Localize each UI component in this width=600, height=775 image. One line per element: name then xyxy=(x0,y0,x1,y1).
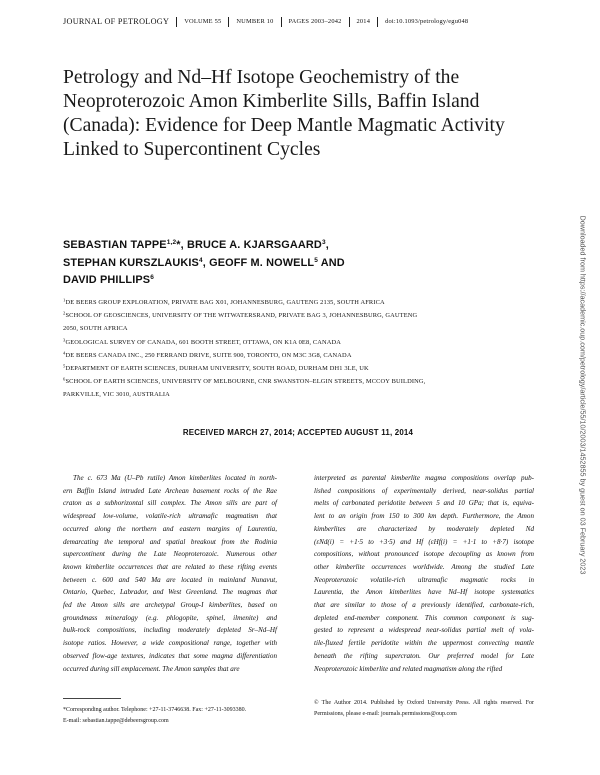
abstract-line: depleted end-member component. This common component is sug- xyxy=(314,613,534,622)
affiliation-line: SCHOOL OF GEOSCIENCES, UNIVERSITY OF THE WITWATERSRAND, PRIVATE BAG 3, JOHANNESBURG, GAUTENG xyxy=(65,312,418,320)
affiliation-line: DE BEERS GROUP EXPLORATION, PRIVATE BAG X01, JOHANNESBURG, GAUTENG 2135, SOUTH AFRICA xyxy=(65,299,385,306)
corresponding-author-email: E-mail: sebastian.tappe@debeersgroup.com xyxy=(63,718,169,724)
corresponding-author-contact: *Corresponding author. Telephone: +27-11-3746638. Fax: +27-11-3093380. xyxy=(63,707,247,713)
abstract-line: kimberlites are characterized by moderately depleted Nd xyxy=(314,524,534,533)
abstract-line: craton as a subhorizontal sill complex. The Amon sills are part of xyxy=(63,499,277,508)
affiliation-number: 6 xyxy=(63,376,66,382)
affiliation-item xyxy=(63,296,533,309)
corresponding-author-footnote xyxy=(63,705,283,727)
affiliation-item xyxy=(63,309,533,335)
affiliation-item xyxy=(63,362,533,375)
abstract-line: melts of carbonated peridotite between 5 and 10 GPa; that is, equiva- xyxy=(314,499,534,508)
abstract-line: observed flow-age textures, indicates that some magma differentiation xyxy=(63,651,277,660)
author-affiliation-ref: 6 xyxy=(150,274,154,281)
download-watermark-text: Downloaded from https://academic.oup.com/petrology/article/55/10/2003/1452855 by guest on 03 February 2023 xyxy=(578,215,588,575)
abstract-line: Laurentia, the Amon kimberlites have Nd–Hf isotope systematics xyxy=(314,588,534,597)
abstract-line: (εNd(i) = +1·5 to +3·5) and Hf (εHf(i) = +1·1 to +8·7) isotope xyxy=(314,537,534,546)
author-name: DAVID PHILLIPS xyxy=(63,274,151,286)
abstract-line: occurred during sill emplacement. The Amon samples that are xyxy=(63,664,240,673)
copyright-notice: © The Author 2014. Published by Oxford University Press. All rights reserved. For Permissions, please e-mail: journals.permissions@oup.com xyxy=(314,700,534,717)
journal-header xyxy=(63,14,543,30)
volume-label: VOLUME 55 xyxy=(176,17,228,27)
author-affiliation-ref: 3 xyxy=(321,239,326,246)
author-affiliation-ref: 5 xyxy=(314,256,318,264)
affiliation-line: SCHOOL OF EARTH SCIENCES, UNIVERSITY OF MELBOURNE, CNR SWANSTON–ELGIN STREETS, MCCOY BUILDING, xyxy=(65,378,426,386)
abstract-column-right xyxy=(314,472,534,675)
abstract-line: fed the Amon sills are archetypal Group-I kimberlites, based on xyxy=(63,601,277,610)
author-separator: AND xyxy=(317,256,345,269)
abstract-line: groundmass mineralogy (e.g. phlogopite, spinel, ilmenite) and xyxy=(63,613,277,622)
affiliation-number: 5 xyxy=(63,363,66,369)
affiliation-item xyxy=(63,375,533,401)
abstract-line: lent to an origin from 150 to 300 km depth. Furthermore, the Amon xyxy=(314,512,534,521)
author-separator: , xyxy=(325,239,329,251)
author-affiliation-ref: 4 xyxy=(198,256,203,264)
abstract-line: widespread low-volume, volatile-rich ultramafic magmatism that xyxy=(63,512,277,521)
author-separator: , xyxy=(180,239,187,251)
abstract-line: supercontinent during the Late Neoproterozoic. Numerous other xyxy=(63,550,277,559)
abstract-line: The c. 673 Ma (U–Pb rutile) Amon kimberlites located in north- xyxy=(73,474,277,482)
abstract-line: compositions, without pronounced isotope decoupling as known from xyxy=(314,550,534,559)
abstract-line: Ontario, Quebec, Labrador, and West Greenland. The magmas that xyxy=(63,588,277,597)
abstract-line: occurred along the northern and eastern margins of Laurentia, xyxy=(63,524,277,533)
abstract-line: between c. 600 and 540 Ma are located in mainland Nunavut, xyxy=(63,575,277,584)
abstract-line: tile-fluxed fertile peridotite within the uppermost convecting mantle xyxy=(314,639,534,648)
doi-label: doi:10.1093/petrology/egu048 xyxy=(377,17,475,27)
author-name: STEPHAN KURSZLAUKIS xyxy=(63,256,199,269)
abstract-line: other kimberlite occurrences worldwide. Among the studied Late xyxy=(314,562,534,571)
affiliation-number: 4 xyxy=(63,350,66,356)
affiliation-line: 2050, SOUTH AFRICA xyxy=(63,325,128,333)
affiliation-number: 2 xyxy=(63,310,66,316)
affiliation-number: 3 xyxy=(63,337,66,343)
journal-name: JOURNAL OF PETROLOGY xyxy=(63,17,170,26)
number-label: NUMBER 10 xyxy=(228,17,280,27)
abstract-column-left xyxy=(63,472,277,675)
author-list xyxy=(63,237,503,290)
abstract-line: bulk-rock compositions, including moderately depleted Sr–Nd–Hf xyxy=(63,626,277,635)
author-name: SEBASTIAN TAPPE xyxy=(63,239,167,251)
pages-label: PAGES 2003–2042 xyxy=(281,17,349,27)
affiliation-line: GEOLOGICAL SURVEY OF CANADA, 601 BOOTH STREET, OTTAWA, ON K1A 0E8, CANADA xyxy=(65,338,342,346)
abstract-line: Neoproterozoic kimberlite and related magmatism along the rifted xyxy=(314,664,503,673)
author-name: BRUCE A. KJARSGAARD xyxy=(186,239,322,251)
received-accepted-dates: RECEIVED MARCH 27, 2014; ACCEPTED AUGUST 11, 2014 xyxy=(182,428,414,437)
abstract-line: demarcating the temporal and spatial breakout from the Rodinia xyxy=(63,537,277,546)
abstract-line: beneath the rifting supercraton. Our preferred model for Late xyxy=(314,651,534,660)
abstract-line: isotope ratios. However, a wide compositional range, together with xyxy=(63,639,277,648)
affiliation-number: 1 xyxy=(63,297,66,303)
affiliation-line: DEPARTMENT OF EARTH SCIENCES, DURHAM UNIVERSITY, SOUTH ROAD, DURHAM DH1 3LE, UK xyxy=(65,365,369,373)
affiliation-item xyxy=(63,336,533,349)
abstract-line: ern Baffin Island intruded Late Archean basement rocks of the Rae xyxy=(63,486,277,495)
article-title: Petrology and Nd–Hf Isotope Geochemistry of the Neoproterozoic Amon Kimberlite Sills, Baffin Island (Canada): Evidence for Deep Mantle Magmatic Activity Linked to Supercontinent Cycles xyxy=(63,67,505,160)
affiliation-list xyxy=(63,296,533,402)
footnote-divider xyxy=(63,698,121,699)
affiliation-item xyxy=(63,349,533,362)
author-separator: , xyxy=(202,256,210,269)
corresponding-author-mark: * xyxy=(176,239,181,251)
abstract-line: gested to represent a widespread near-solidus partial melt of vola- xyxy=(314,626,534,635)
affiliation-line: DE BEERS CANADA INC., 250 FERRAND DRIVE, SUITE 900, TORONTO, ON M3C 3G8, CANADA xyxy=(65,351,352,359)
author-affiliation-ref: 1,2 xyxy=(166,239,177,246)
abstract-line: lished compositions of experimentally derived, near-solidus partial xyxy=(314,486,534,495)
abstract-line: known kimberlite occurrences that are related to these rifting events xyxy=(63,562,277,571)
affiliation-line: PARKVILLE, VIC 3010, AUSTRALIA xyxy=(63,391,170,399)
abstract-line: that are similar to those of a previously identified, carbonate-rich, xyxy=(314,601,534,610)
year-label: 2014 xyxy=(349,17,378,27)
abstract-line: interpreted as parental kimberlite magma compositions overlap pub- xyxy=(314,474,534,482)
download-watermark xyxy=(578,215,593,575)
abstract-line: Neoproterozoic volatile-rich ultramafic magmatic rocks in xyxy=(314,575,534,584)
author-name: GEOFF M. NOWELL xyxy=(209,256,315,269)
